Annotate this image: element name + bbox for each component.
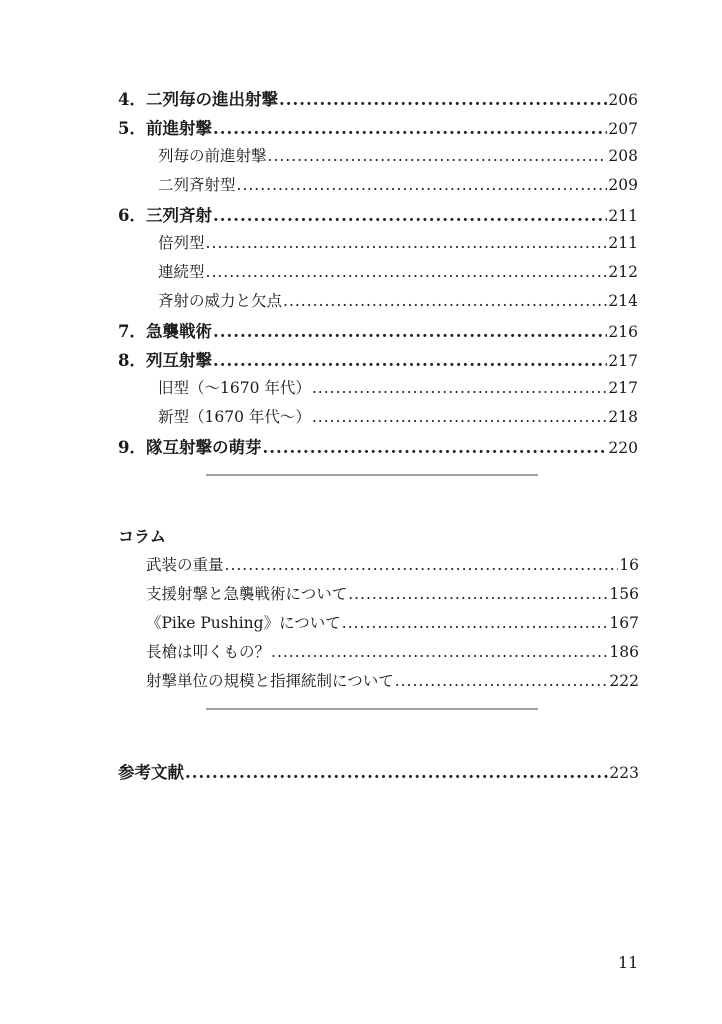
dot-leader: [395, 672, 609, 690]
toc-entry-label: 4．二列毎の進出射撃: [118, 90, 278, 109]
toc-subentry[interactable]: [158, 376, 638, 398]
toc-entry-label: 9．隊互射撃の萌芽: [118, 438, 262, 457]
section-divider: [206, 474, 538, 476]
column-entry[interactable]: [146, 640, 639, 662]
references-label: 参考文献: [118, 763, 184, 782]
dot-leader: [348, 585, 608, 603]
toc-entry[interactable]: [118, 434, 638, 458]
toc-entry-label: 7．急襲戦術: [118, 322, 212, 341]
column-entry-label: 《Pike Pushing》について: [146, 614, 341, 632]
column-entry[interactable]: [146, 582, 639, 604]
column-entry-page: 167: [609, 614, 639, 632]
toc-subentry-page: 218: [608, 408, 638, 426]
dot-leader: [213, 206, 607, 225]
dot-leader: [279, 90, 607, 109]
dot-leader: [225, 556, 619, 574]
toc-subentry-label: 旧型（～1670 年代）: [158, 379, 311, 397]
toc-subentry-label: 連続型: [158, 263, 205, 281]
toc-entry-page: 206: [608, 91, 638, 109]
dot-leader: [283, 292, 607, 310]
toc-subentry-label: 二列斉射型: [158, 176, 236, 194]
dot-leader: [213, 119, 607, 138]
toc-subentry[interactable]: [158, 231, 638, 253]
toc-subentry-page: 211: [608, 234, 638, 252]
toc-subentry-label: 倍列型: [158, 234, 205, 252]
column-entry-label: 支援射撃と急襲戦術について: [146, 585, 348, 603]
toc-subentry[interactable]: [158, 289, 638, 311]
section-divider: [206, 708, 538, 710]
toc-entry-label: 6．三列斉射: [118, 206, 212, 225]
column-entry-page: 186: [609, 643, 639, 661]
toc-entry-page: 216: [608, 323, 638, 341]
dot-leader: [312, 379, 608, 397]
toc-entry[interactable]: [118, 202, 638, 226]
toc-entry-page: 207: [608, 120, 638, 138]
dot-leader: [213, 322, 607, 341]
toc-entry-label: 8．列互射撃: [118, 351, 212, 370]
toc-entry-label: 5．前進射撃: [118, 119, 212, 138]
dot-leader: [206, 263, 608, 281]
toc-subentry-page: 214: [608, 292, 638, 310]
toc-subentry-label: 斉射の威力と欠点: [158, 292, 283, 310]
toc-subentry-label: 列毎の前進射撃: [158, 147, 267, 165]
dot-leader: [185, 763, 608, 782]
toc-subentry-page: 208: [608, 147, 638, 165]
column-entry-label: 射撃単位の規模と指揮統制について: [146, 672, 394, 690]
references-entry[interactable]: [118, 759, 639, 783]
column-entry-label: 武装の重量: [146, 556, 224, 574]
column-entry[interactable]: [146, 669, 639, 691]
toc-entry-page: 220: [608, 439, 638, 457]
dot-leader: [342, 614, 609, 632]
dot-leader: [262, 438, 607, 457]
toc-subentry[interactable]: [158, 260, 638, 282]
column-entry-page: 156: [609, 585, 639, 603]
dot-leader: [268, 147, 608, 165]
toc-subentry-label: 新型（1670 年代～）: [158, 408, 311, 426]
column-entry[interactable]: [146, 611, 639, 633]
dot-leader: [312, 408, 608, 426]
toc-subentry[interactable]: [158, 144, 638, 166]
column-entry[interactable]: [146, 553, 639, 575]
page-number: 11: [618, 953, 639, 972]
toc-entry[interactable]: [118, 347, 638, 371]
toc-subentry[interactable]: [158, 173, 638, 195]
toc-subentry-page: 212: [608, 263, 638, 281]
dot-leader: [206, 234, 608, 252]
toc-entry-page: 211: [608, 207, 638, 225]
toc-entry[interactable]: [118, 86, 638, 110]
column-heading: コラム: [118, 527, 166, 546]
toc-subentry[interactable]: [158, 405, 638, 427]
dot-leader: [213, 351, 607, 370]
toc-subentry-page: 217: [608, 379, 638, 397]
toc-entry[interactable]: [118, 115, 638, 139]
column-entry-page: 16: [619, 556, 639, 574]
column-entry-page: 222: [609, 672, 639, 690]
references-page: 223: [609, 764, 639, 782]
toc-subentry-page: 209: [608, 176, 638, 194]
toc-entry[interactable]: [118, 318, 638, 342]
dot-leader: [237, 176, 608, 194]
toc-entry-page: 217: [608, 352, 638, 370]
column-entry-label: 長槍は叩くもの？: [146, 643, 271, 661]
dot-leader: [271, 643, 608, 661]
